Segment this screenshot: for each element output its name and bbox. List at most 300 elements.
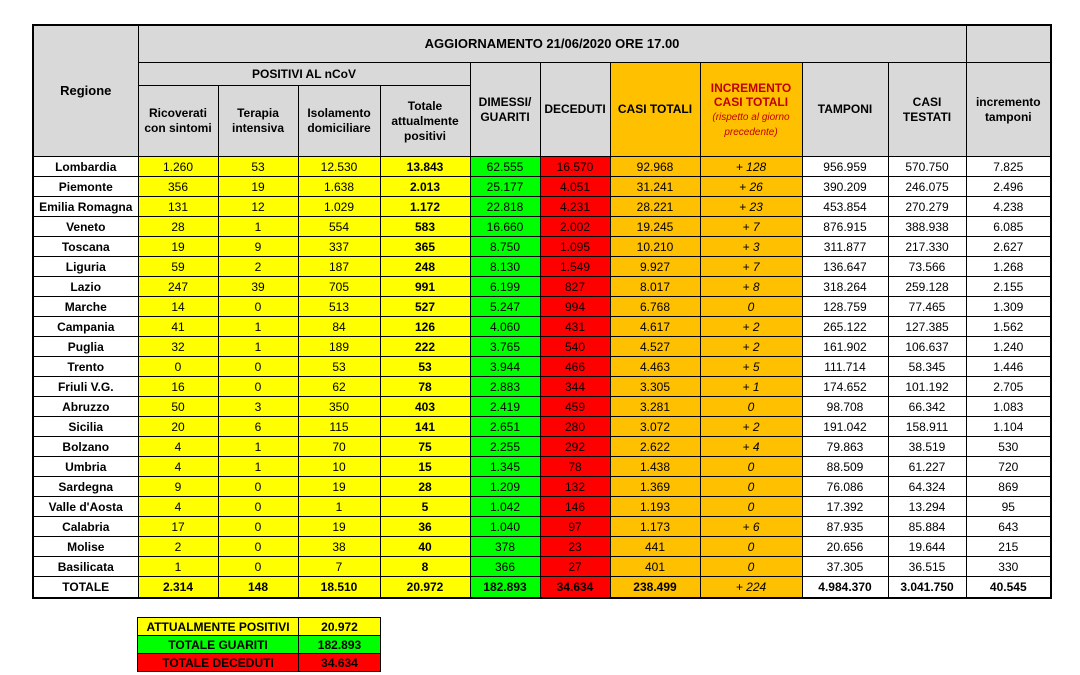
table-row (33, 317, 1051, 337)
cell-totale-positivi: 527 (380, 297, 470, 317)
cell-casi-testati: 66.342 (888, 397, 966, 417)
cell-incremento-tamponi: 2.705 (966, 377, 1051, 397)
cell-isolamento: 1 (298, 497, 380, 517)
cell-isolamento: 19 (298, 517, 380, 537)
cell-terapia: 39 (218, 277, 298, 297)
cell-totale-positivi: 36 (380, 517, 470, 537)
cell-tamponi: 87.935 (802, 517, 888, 537)
cell-isolamento: 1.638 (298, 177, 380, 197)
cell-incremento-tamponi: 4.238 (966, 197, 1051, 217)
cell-incremento-tamponi: 6.085 (966, 217, 1051, 237)
header-tamponi: TAMPONI (802, 63, 888, 157)
cell-regione: Puglia (33, 337, 138, 357)
cell-incremento: 0 (700, 557, 802, 577)
cell-deceduti: 27 (540, 557, 610, 577)
table-row (33, 357, 1051, 377)
cell-casi-testati: 77.465 (888, 297, 966, 317)
cell-incremento: + 7 (700, 257, 802, 277)
cell-ricoverati: 50 (138, 397, 218, 417)
cell-tamponi: 311.877 (802, 237, 888, 257)
cell-casi-testati: 127.385 (888, 317, 966, 337)
cell-terapia: 148 (218, 577, 298, 599)
cell-incremento: 0 (700, 477, 802, 497)
cell-regione: Lazio (33, 277, 138, 297)
cell-totale-positivi: 1.172 (380, 197, 470, 217)
cell-totale-positivi: 365 (380, 237, 470, 257)
cell-totale-positivi: 5 (380, 497, 470, 517)
cell-casi-totali: 1.193 (610, 497, 700, 517)
cell-casi-totali: 28.221 (610, 197, 700, 217)
table-row (33, 157, 1051, 177)
cell-deceduti: 4.051 (540, 177, 610, 197)
cell-casi-totali: 4.527 (610, 337, 700, 357)
cell-tamponi: 876.915 (802, 217, 888, 237)
cell-casi-testati: 388.938 (888, 217, 966, 237)
cell-tamponi: 17.392 (802, 497, 888, 517)
cell-tamponi: 161.902 (802, 337, 888, 357)
cell-terapia: 0 (218, 557, 298, 577)
cell-casi-totali: 401 (610, 557, 700, 577)
cell-incremento-tamponi: 1.562 (966, 317, 1051, 337)
cell-deceduti: 292 (540, 437, 610, 457)
header-blank (966, 25, 1051, 63)
cell-totale-positivi: 28 (380, 477, 470, 497)
cell-casi-testati: 101.192 (888, 377, 966, 397)
cell-regione: Veneto (33, 217, 138, 237)
cell-regione: Marche (33, 297, 138, 317)
cell-deceduti: 540 (540, 337, 610, 357)
cell-isolamento: 84 (298, 317, 380, 337)
cell-ricoverati: 17 (138, 517, 218, 537)
cell-dimessi: 1.209 (470, 477, 540, 497)
header-casi-testati: CASI TESTATI (888, 63, 966, 157)
cell-terapia: 1 (218, 437, 298, 457)
cell-dimessi: 4.060 (470, 317, 540, 337)
cell-ricoverati: 0 (138, 357, 218, 377)
cell-totale-positivi: 20.972 (380, 577, 470, 599)
cell-isolamento: 10 (298, 457, 380, 477)
cell-isolamento: 70 (298, 437, 380, 457)
cell-regione: Valle d'Aosta (33, 497, 138, 517)
cell-casi-totali: 4.463 (610, 357, 700, 377)
cell-incremento: + 3 (700, 237, 802, 257)
cell-deceduti: 16.570 (540, 157, 610, 177)
header-casi-totali: CASI TOTALI (610, 63, 700, 157)
header-deceduti: DECEDUTI (540, 63, 610, 157)
cell-incremento-tamponi: 530 (966, 437, 1051, 457)
cell-tamponi: 98.708 (802, 397, 888, 417)
cell-terapia: 0 (218, 517, 298, 537)
cell-totale-positivi: 583 (380, 217, 470, 237)
cell-casi-totali: 3.281 (610, 397, 700, 417)
table-row (33, 457, 1051, 477)
table-row (33, 517, 1051, 537)
cell-deceduti: 344 (540, 377, 610, 397)
cell-dimessi: 25.177 (470, 177, 540, 197)
cell-isolamento: 187 (298, 257, 380, 277)
cell-totale-positivi: 15 (380, 457, 470, 477)
header-dimessi: DIMESSI/ GUARITI (470, 63, 540, 157)
cell-totale-positivi: 248 (380, 257, 470, 277)
cell-ricoverati: 19 (138, 237, 218, 257)
cell-ricoverati: 2.314 (138, 577, 218, 599)
cell-casi-testati: 3.041.750 (888, 577, 966, 599)
cell-ricoverati: 2 (138, 537, 218, 557)
cell-totale-positivi: 126 (380, 317, 470, 337)
cell-incremento: + 2 (700, 317, 802, 337)
cell-deceduti: 994 (540, 297, 610, 317)
cell-ricoverati: 9 (138, 477, 218, 497)
header-totale-positivi: Totale attualmente positivi (380, 86, 470, 157)
cell-tamponi: 191.042 (802, 417, 888, 437)
table-row (33, 397, 1051, 417)
cell-incremento-tamponi: 40.545 (966, 577, 1051, 599)
cell-incremento-tamponi: 1.446 (966, 357, 1051, 377)
cell-ricoverati: 356 (138, 177, 218, 197)
cell-deceduti: 146 (540, 497, 610, 517)
cell-tamponi: 174.652 (802, 377, 888, 397)
cell-regione: Lombardia (33, 157, 138, 177)
cell-terapia: 1 (218, 337, 298, 357)
cell-deceduti: 78 (540, 457, 610, 477)
cell-incremento: + 7 (700, 217, 802, 237)
cell-tamponi: 111.714 (802, 357, 888, 377)
cell-casi-totali: 2.622 (610, 437, 700, 457)
cell-totale-positivi: 53 (380, 357, 470, 377)
cell-incremento: + 8 (700, 277, 802, 297)
cell-incremento: + 2 (700, 417, 802, 437)
cell-regione: Bolzano (33, 437, 138, 457)
summary-positivi-value: 20.972 (299, 618, 381, 636)
cell-deceduti: 459 (540, 397, 610, 417)
cell-casi-totali: 19.245 (610, 217, 700, 237)
cell-casi-totali: 1.173 (610, 517, 700, 537)
cell-terapia: 2 (218, 257, 298, 277)
cell-isolamento: 62 (298, 377, 380, 397)
cell-terapia: 0 (218, 297, 298, 317)
cell-tamponi: 453.854 (802, 197, 888, 217)
header-ricoverati: Ricoverati con sintomi (138, 86, 218, 157)
cell-incremento-tamponi: 2.155 (966, 277, 1051, 297)
cell-deceduti: 132 (540, 477, 610, 497)
cell-ricoverati: 28 (138, 217, 218, 237)
cell-casi-testati: 38.519 (888, 437, 966, 457)
table-row (33, 257, 1051, 277)
cell-tamponi: 318.264 (802, 277, 888, 297)
cell-tamponi: 76.086 (802, 477, 888, 497)
summary-table (137, 617, 381, 672)
cell-deceduti: 280 (540, 417, 610, 437)
cell-terapia: 19 (218, 177, 298, 197)
cell-casi-testati: 270.279 (888, 197, 966, 217)
table-row (33, 477, 1051, 497)
cell-incremento-tamponi: 869 (966, 477, 1051, 497)
cell-regione: Friuli V.G. (33, 377, 138, 397)
cell-casi-testati: 246.075 (888, 177, 966, 197)
cell-ricoverati: 1.260 (138, 157, 218, 177)
cell-isolamento: 337 (298, 237, 380, 257)
cell-terapia: 0 (218, 357, 298, 377)
cell-dimessi: 1.042 (470, 497, 540, 517)
header-regione: Regione (33, 25, 138, 157)
total-row (33, 577, 1051, 599)
cell-casi-totali: 9.927 (610, 257, 700, 277)
cell-isolamento: 7 (298, 557, 380, 577)
cell-deceduti: 2.002 (540, 217, 610, 237)
cell-casi-totali: 10.210 (610, 237, 700, 257)
cell-dimessi: 5.247 (470, 297, 540, 317)
cell-incremento-tamponi: 215 (966, 537, 1051, 557)
cell-tamponi: 265.122 (802, 317, 888, 337)
table-row (33, 557, 1051, 577)
cell-dimessi: 8.750 (470, 237, 540, 257)
cell-ricoverati: 41 (138, 317, 218, 337)
cell-incremento: + 5 (700, 357, 802, 377)
cell-casi-testati: 36.515 (888, 557, 966, 577)
cell-incremento-tamponi: 1.240 (966, 337, 1051, 357)
table-row (33, 177, 1051, 197)
cell-tamponi: 956.959 (802, 157, 888, 177)
header-incremento-note: (rispetto al giorno precedente) (712, 111, 790, 138)
cell-ricoverati: 4 (138, 437, 218, 457)
cell-ricoverati: 4 (138, 457, 218, 477)
cell-casi-testati: 570.750 (888, 157, 966, 177)
cell-deceduti: 1.095 (540, 237, 610, 257)
cell-totale-positivi: 75 (380, 437, 470, 457)
cell-dimessi: 2.883 (470, 377, 540, 397)
cell-isolamento: 513 (298, 297, 380, 317)
cell-terapia: 9 (218, 237, 298, 257)
cell-regione: Campania (33, 317, 138, 337)
cell-incremento: + 224 (700, 577, 802, 599)
cell-casi-testati: 158.911 (888, 417, 966, 437)
cell-incremento: 0 (700, 397, 802, 417)
cell-incremento-tamponi: 643 (966, 517, 1051, 537)
cell-regione: Emilia Romagna (33, 197, 138, 217)
cell-incremento: + 4 (700, 437, 802, 457)
header-positivi-group: POSITIVI AL nCoV (138, 63, 470, 86)
cell-terapia: 12 (218, 197, 298, 217)
cell-isolamento: 189 (298, 337, 380, 357)
cell-dimessi: 378 (470, 537, 540, 557)
cell-casi-totali: 1.438 (610, 457, 700, 477)
cell-dimessi: 182.893 (470, 577, 540, 599)
cell-totale-positivi: 8 (380, 557, 470, 577)
cell-dimessi: 6.199 (470, 277, 540, 297)
cell-casi-totali: 31.241 (610, 177, 700, 197)
cell-casi-testati: 58.345 (888, 357, 966, 377)
cell-terapia: 0 (218, 477, 298, 497)
cell-casi-totali: 92.968 (610, 157, 700, 177)
cell-isolamento: 115 (298, 417, 380, 437)
table-row (33, 237, 1051, 257)
cell-regione: Piemonte (33, 177, 138, 197)
cell-incremento: 0 (700, 457, 802, 477)
cell-casi-totali: 8.017 (610, 277, 700, 297)
cell-incremento-tamponi: 2.627 (966, 237, 1051, 257)
cell-dimessi: 16.660 (470, 217, 540, 237)
cell-isolamento: 554 (298, 217, 380, 237)
table-row (33, 277, 1051, 297)
cell-casi-testati: 13.294 (888, 497, 966, 517)
cell-casi-testati: 64.324 (888, 477, 966, 497)
cell-deceduti: 34.634 (540, 577, 610, 599)
cell-casi-totali: 3.072 (610, 417, 700, 437)
cell-casi-testati: 73.566 (888, 257, 966, 277)
cell-casi-testati: 217.330 (888, 237, 966, 257)
cell-tamponi: 37.305 (802, 557, 888, 577)
cell-terapia: 53 (218, 157, 298, 177)
covid-regional-table (32, 24, 1052, 599)
cell-tamponi: 4.984.370 (802, 577, 888, 599)
cell-deceduti: 97 (540, 517, 610, 537)
cell-incremento-tamponi: 720 (966, 457, 1051, 477)
cell-totale-positivi: 2.013 (380, 177, 470, 197)
cell-regione: Sardegna (33, 477, 138, 497)
cell-totale-positivi: 78 (380, 377, 470, 397)
cell-dimessi: 2.419 (470, 397, 540, 417)
cell-regione: Basilicata (33, 557, 138, 577)
cell-regione: Liguria (33, 257, 138, 277)
cell-dimessi: 2.651 (470, 417, 540, 437)
cell-regione: TOTALE (33, 577, 138, 599)
cell-ricoverati: 59 (138, 257, 218, 277)
cell-dimessi: 1.345 (470, 457, 540, 477)
cell-incremento: + 128 (700, 157, 802, 177)
cell-casi-totali: 3.305 (610, 377, 700, 397)
cell-tamponi: 88.509 (802, 457, 888, 477)
cell-terapia: 0 (218, 497, 298, 517)
cell-ricoverati: 131 (138, 197, 218, 217)
cell-incremento-tamponi: 7.825 (966, 157, 1051, 177)
cell-ricoverati: 14 (138, 297, 218, 317)
cell-isolamento: 1.029 (298, 197, 380, 217)
cell-casi-testati: 259.128 (888, 277, 966, 297)
cell-casi-testati: 61.227 (888, 457, 966, 477)
cell-casi-totali: 6.768 (610, 297, 700, 317)
header-incremento-tamponi: incremento tamponi (966, 63, 1051, 157)
cell-terapia: 0 (218, 537, 298, 557)
cell-totale-positivi: 141 (380, 417, 470, 437)
cell-incremento: 0 (700, 497, 802, 517)
cell-incremento: 0 (700, 297, 802, 317)
table-row (33, 497, 1051, 517)
table-body (33, 157, 1051, 599)
cell-incremento-tamponi: 1.268 (966, 257, 1051, 277)
cell-tamponi: 128.759 (802, 297, 888, 317)
cell-tamponi: 390.209 (802, 177, 888, 197)
table-row (33, 377, 1051, 397)
summary-deceduti-label: TOTALE DECEDUTI (138, 654, 299, 672)
cell-deceduti: 23 (540, 537, 610, 557)
cell-casi-totali: 4.617 (610, 317, 700, 337)
cell-incremento: + 26 (700, 177, 802, 197)
cell-incremento-tamponi: 95 (966, 497, 1051, 517)
cell-dimessi: 3.765 (470, 337, 540, 357)
table-title: AGGIORNAMENTO 21/06/2020 ORE 17.00 (138, 25, 966, 63)
cell-regione: Calabria (33, 517, 138, 537)
summary-guariti-value: 182.893 (299, 636, 381, 654)
cell-terapia: 1 (218, 217, 298, 237)
cell-regione: Trento (33, 357, 138, 377)
cell-terapia: 6 (218, 417, 298, 437)
cell-incremento-tamponi: 330 (966, 557, 1051, 577)
cell-casi-totali: 1.369 (610, 477, 700, 497)
cell-terapia: 3 (218, 397, 298, 417)
cell-casi-totali: 238.499 (610, 577, 700, 599)
cell-dimessi: 8.130 (470, 257, 540, 277)
cell-incremento: + 6 (700, 517, 802, 537)
header-isolamento: Isolamento domiciliare (298, 86, 380, 157)
cell-totale-positivi: 991 (380, 277, 470, 297)
summary-positivi-label: ATTUALMENTE POSITIVI (138, 618, 299, 636)
cell-regione: Toscana (33, 237, 138, 257)
cell-terapia: 0 (218, 377, 298, 397)
header-incremento (700, 63, 802, 157)
cell-dimessi: 366 (470, 557, 540, 577)
cell-casi-testati: 85.884 (888, 517, 966, 537)
cell-isolamento: 350 (298, 397, 380, 417)
cell-ricoverati: 20 (138, 417, 218, 437)
table-row (33, 537, 1051, 557)
cell-regione: Umbria (33, 457, 138, 477)
cell-terapia: 1 (218, 317, 298, 337)
table-row (33, 197, 1051, 217)
cell-incremento: + 23 (700, 197, 802, 217)
cell-incremento: + 1 (700, 377, 802, 397)
table-row (33, 417, 1051, 437)
cell-totale-positivi: 13.843 (380, 157, 470, 177)
cell-totale-positivi: 403 (380, 397, 470, 417)
cell-isolamento: 38 (298, 537, 380, 557)
cell-regione: Sicilia (33, 417, 138, 437)
cell-incremento-tamponi: 1.309 (966, 297, 1051, 317)
table-row (33, 437, 1051, 457)
cell-incremento-tamponi: 1.083 (966, 397, 1051, 417)
cell-tamponi: 79.863 (802, 437, 888, 457)
cell-dimessi: 3.944 (470, 357, 540, 377)
cell-isolamento: 19 (298, 477, 380, 497)
cell-isolamento: 53 (298, 357, 380, 377)
table-row (33, 217, 1051, 237)
cell-casi-totali: 441 (610, 537, 700, 557)
cell-isolamento: 12.530 (298, 157, 380, 177)
cell-dimessi: 62.555 (470, 157, 540, 177)
cell-ricoverati: 16 (138, 377, 218, 397)
cell-regione: Molise (33, 537, 138, 557)
cell-terapia: 1 (218, 457, 298, 477)
cell-incremento-tamponi: 2.496 (966, 177, 1051, 197)
cell-regione: Abruzzo (33, 397, 138, 417)
cell-deceduti: 1.549 (540, 257, 610, 277)
cell-ricoverati: 4 (138, 497, 218, 517)
cell-ricoverati: 247 (138, 277, 218, 297)
cell-deceduti: 4.231 (540, 197, 610, 217)
cell-ricoverati: 32 (138, 337, 218, 357)
cell-totale-positivi: 40 (380, 537, 470, 557)
cell-casi-testati: 106.637 (888, 337, 966, 357)
cell-ricoverati: 1 (138, 557, 218, 577)
cell-isolamento: 705 (298, 277, 380, 297)
summary-deceduti-value: 34.634 (299, 654, 381, 672)
table-row (33, 297, 1051, 317)
cell-deceduti: 431 (540, 317, 610, 337)
cell-isolamento: 18.510 (298, 577, 380, 599)
table-row (33, 337, 1051, 357)
cell-tamponi: 136.647 (802, 257, 888, 277)
cell-deceduti: 827 (540, 277, 610, 297)
header-incremento-label: INCREMENTO CASI TOTALI (710, 80, 792, 109)
